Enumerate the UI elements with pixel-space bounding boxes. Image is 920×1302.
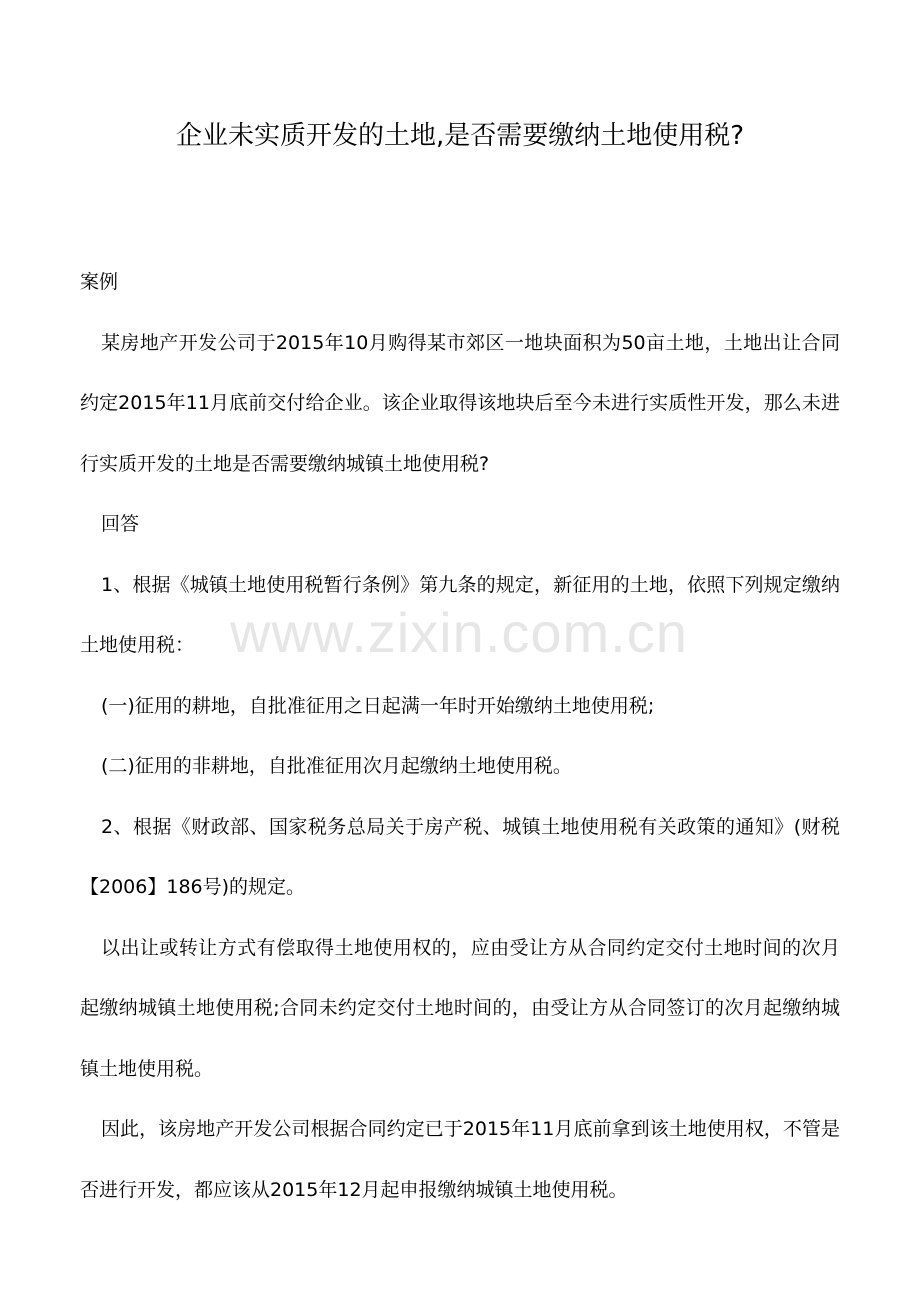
section-label-answer: 回答 bbox=[101, 513, 140, 535]
watermark-text: www.zixin.com.cn bbox=[230, 601, 688, 664]
conclusion-paragraph: 因此，该房地产开发公司根据合同约定已于2015年11月底前拿到该土地使用权，不管是否进行开发，都应该从2015年12月起申报缴纳城镇土地使用税。 bbox=[80, 1118, 840, 1201]
document-title: 企业未实质开发的土地,是否需要缴纳土地使用税? bbox=[175, 121, 745, 151]
answer-point-2: 2、根据《财政部、国家税务总局关于房产税、城镇土地使用税有关政策的通知》(财税【2006】186号)的规定。 bbox=[80, 815, 840, 898]
section-label-case: 案例 bbox=[80, 271, 119, 293]
document-body bbox=[80, 252, 840, 1220]
answer-point-1-item-2: (二)征用的非耕地，自批准征用次月起缴纳土地使用税。 bbox=[101, 755, 572, 777]
answer-point-1-item-1: (一)征用的耕地，自批准征用之日起满一年时开始缴纳土地使用税; bbox=[101, 694, 655, 717]
answer-point-2-detail: 以出让或转让方式有偿取得土地使用权的，应由受让方从合同约定交付土地时间的次月起缴纳城镇土地使用税;合同未约定交付土地时间的，由受让方从合同签订的次月起缴纳城镇土地使用税。 bbox=[80, 936, 840, 1080]
case-paragraph: 某房地产开发公司于2015年10月购得某市郊区一地块面积为50亩土地，土地出让合同约定2015年11月底前交付给企业。该企业取得该地块后至今未进行实质性开发，那么未进行实质开发的土地是否需要缴纳城镇土地使用税? bbox=[80, 331, 840, 475]
answer-point-1: 1、根据《城镇土地使用税暂行条例》第九条的规定，新征用的土地，依照下列规定缴纳土地使用税： bbox=[80, 573, 840, 656]
